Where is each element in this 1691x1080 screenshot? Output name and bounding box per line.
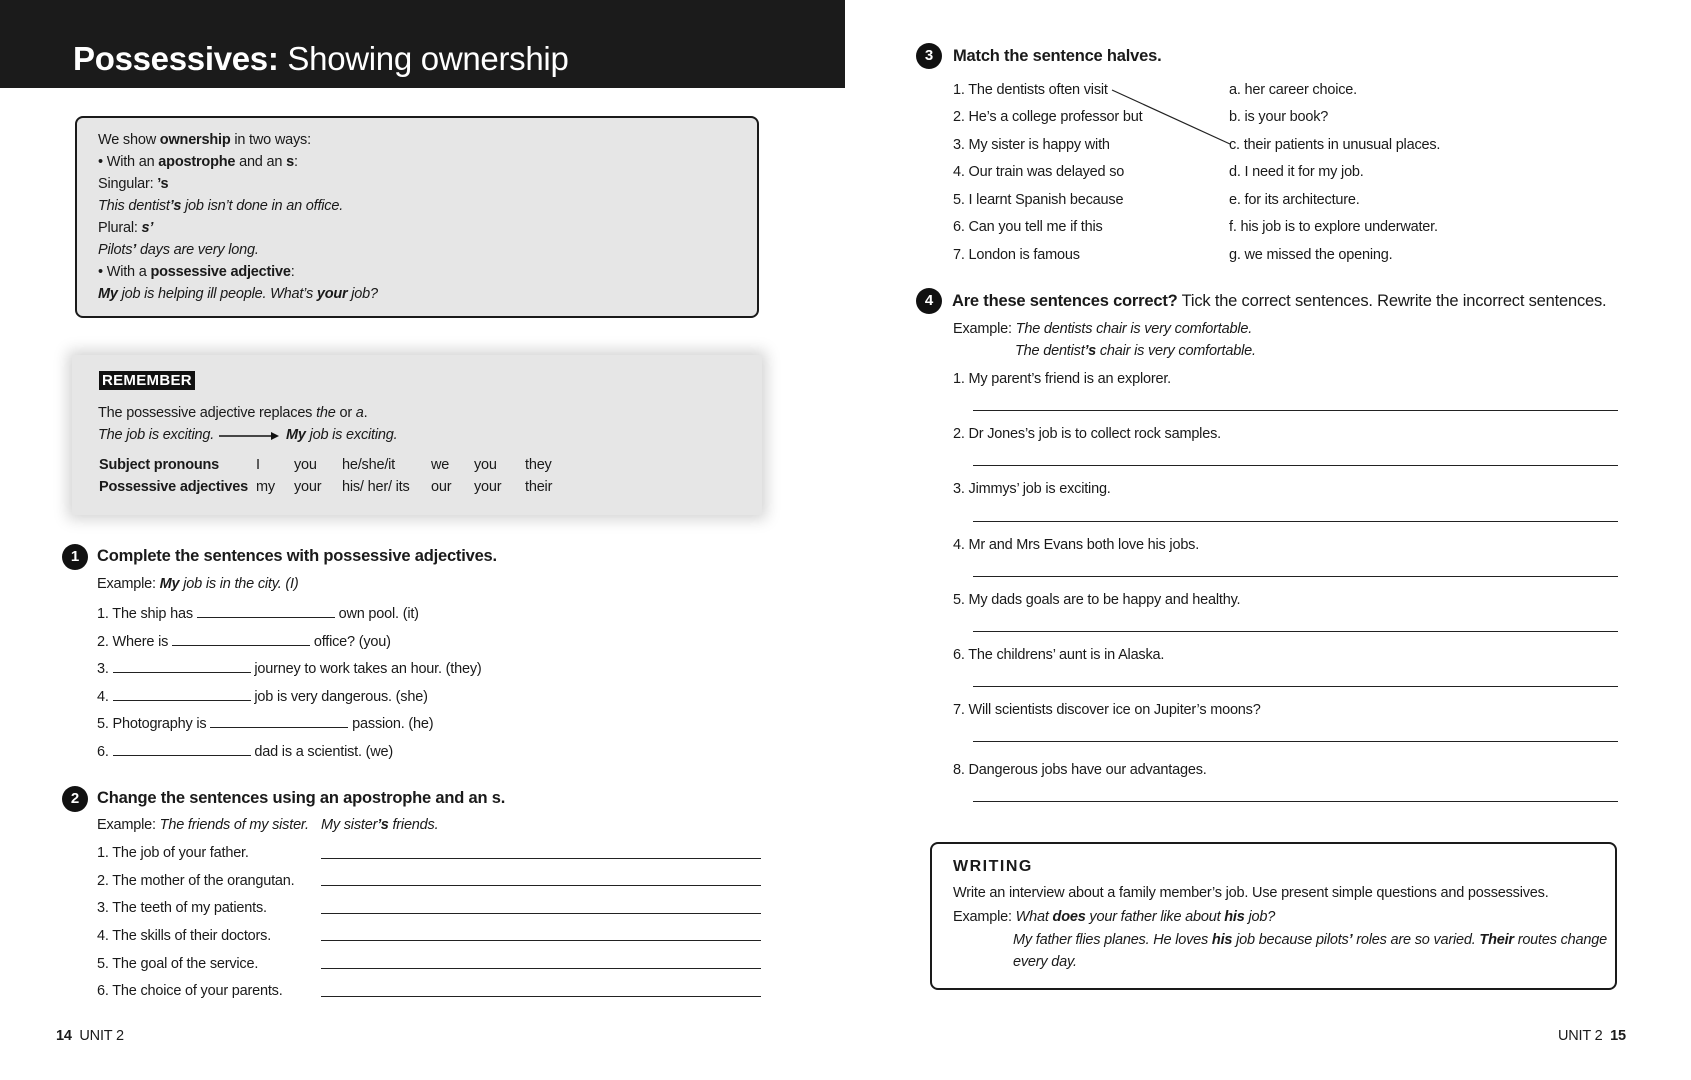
answer-blank[interactable] xyxy=(172,631,310,646)
exercise-4-item: 6. The childrens’ aunt is in Alaska. xyxy=(953,647,1165,663)
grammar-plural-example: Pilots’ days are very long. xyxy=(98,242,259,258)
writing-title: WRITING xyxy=(953,858,1033,875)
adjective-cell: our xyxy=(431,479,452,495)
footer-right: UNIT 2 15 xyxy=(1558,1028,1626,1044)
exercise-4-item: 7. Will scientists discover ice on Jupiter’s moons? xyxy=(953,702,1261,718)
exercise-1-example: Example: My job is in the city. (I) xyxy=(97,576,299,592)
grammar-plural: Plural: s’ xyxy=(98,220,154,236)
match-left-item: 5. I learnt Spanish because xyxy=(953,192,1124,208)
pronoun-cell: I xyxy=(256,457,260,473)
exercise-2-example: Example: The friends of my sister. xyxy=(97,817,309,833)
answer-line[interactable] xyxy=(973,465,1618,466)
possessive-adjectives-label: Possessive adjectives xyxy=(99,479,248,495)
answer-line[interactable] xyxy=(321,913,761,914)
match-right-item: g. we missed the opening. xyxy=(1229,247,1393,263)
match-right-item: b. is your book? xyxy=(1229,109,1329,125)
grammar-line-3: • With a possessive adjective: xyxy=(98,264,295,280)
answer-line[interactable] xyxy=(973,521,1618,522)
adjective-cell: your xyxy=(474,479,502,495)
exercise-2-item: 5. The goal of the service. xyxy=(97,956,259,972)
exercise-2-item: 4. The skills of their doctors. xyxy=(97,928,272,944)
remember-tag: REMEMBER xyxy=(99,372,195,390)
exercise-2-item: 2. The mother of the orangutan. xyxy=(97,873,295,889)
adjective-cell: his/ her/ its xyxy=(342,479,410,495)
answer-line[interactable] xyxy=(973,631,1618,632)
adjective-cell: your xyxy=(294,479,322,495)
grammar-example: My job is helping ill people. What’s your job? xyxy=(98,286,378,302)
grammar-singular-example: This dentist’s job isn’t done in an office. xyxy=(98,198,344,214)
exercise-2-item: 6. The choice of your parents. xyxy=(97,983,283,999)
pronoun-cell: they xyxy=(525,457,552,473)
exercise-4-item: 5. My dads goals are to be happy and healthy. xyxy=(953,592,1241,608)
exercise-1-item: 5. Photography is passion. (he) xyxy=(97,713,433,733)
answer-line[interactable] xyxy=(973,801,1618,802)
exercise-1-item: 2. Where is office? (you) xyxy=(97,631,391,651)
answer-blank[interactable] xyxy=(113,658,251,673)
match-left-item: 2. He’s a college professor but xyxy=(953,109,1143,125)
answer-line[interactable] xyxy=(321,996,761,997)
exercise-4-item: 8. Dangerous jobs have our advantages. xyxy=(953,762,1207,778)
adjective-cell: my xyxy=(256,479,275,495)
exercise-1-heading: Complete the sentences with possessive adjectives. xyxy=(97,547,497,565)
match-right-item: c. their patients in unusual places. xyxy=(1229,137,1441,153)
exercise-4-example-answer: The dentist’s chair is very comfortable. xyxy=(1015,343,1256,359)
pronoun-cell: we xyxy=(431,457,450,473)
answer-line[interactable] xyxy=(973,686,1618,687)
exercise-4-heading: Are these sentences correct? Tick the correct sentences. Rewrite the incorrect sentences. xyxy=(952,292,1607,310)
answer-line[interactable] xyxy=(973,576,1618,577)
grammar-line-1: We show ownership in two ways: xyxy=(98,132,311,148)
exercise-1-item: 6. dad is a scientist. (we) xyxy=(97,741,393,761)
title-bar xyxy=(0,0,845,88)
answer-blank[interactable] xyxy=(113,686,251,701)
pronoun-cell: he/she/it xyxy=(342,457,396,473)
adjective-cell: their xyxy=(525,479,553,495)
subject-pronouns-label: Subject pronouns xyxy=(99,457,220,473)
answer-blank[interactable] xyxy=(210,713,348,728)
grammar-line-2: • With an apostrophe and an s: xyxy=(98,154,298,170)
exercise-2-example-answer: My sister’s friends. xyxy=(321,817,439,833)
answer-blank[interactable] xyxy=(197,603,335,618)
answer-line[interactable] xyxy=(973,741,1618,742)
exercise-4-example: Example: The dentists chair is very comfortable. xyxy=(953,321,1253,337)
remember-line-2-result: My job is exciting. xyxy=(286,427,398,443)
exercise-2-item: 3. The teeth of my patients. xyxy=(97,900,267,916)
match-right-item: a. her career choice. xyxy=(1229,82,1357,98)
pronoun-cell: you xyxy=(474,457,497,473)
writing-example-question: Example: What does your father like about his job? xyxy=(953,909,1276,925)
answer-line[interactable] xyxy=(321,885,761,886)
remember-line-2: The job is exciting. xyxy=(98,427,215,443)
grammar-singular: Singular: ’s xyxy=(98,176,169,192)
exercise-4-number: 4 xyxy=(916,288,942,314)
exercise-4-item: 3. Jimmys’ job is exciting. xyxy=(953,481,1111,497)
exercise-1-item: 3. journey to work takes an hour. (they) xyxy=(97,658,482,678)
answer-blank[interactable] xyxy=(113,741,251,756)
match-left-item: 6. Can you tell me if this xyxy=(953,219,1103,235)
exercise-1-number: 1 xyxy=(62,544,88,570)
exercise-4-item: 4. Mr and Mrs Evans both love his jobs. xyxy=(953,537,1200,553)
match-left-item: 7. London is famous xyxy=(953,247,1080,263)
exercise-4-item: 2. Dr Jones’s job is to collect rock samples. xyxy=(953,426,1221,442)
writing-instruction: Write an interview about a family member’s job. Use present simple questions and possessives. xyxy=(953,885,1549,901)
writing-example-answer: My father flies planes. He loves his job because pilots’ roles are so varied. Their routes change xyxy=(1013,932,1607,948)
match-right-item: d. I need it for my job. xyxy=(1229,164,1364,180)
match-line xyxy=(1110,86,1235,148)
pronoun-cell: you xyxy=(294,457,317,473)
match-right-item: f. his job is to explore underwater. xyxy=(1229,219,1438,235)
exercise-3-heading: Match the sentence halves. xyxy=(953,47,1162,65)
answer-line[interactable] xyxy=(321,858,761,859)
remember-line-1: The possessive adjective replaces the or a. xyxy=(98,405,368,421)
exercise-1-item: 4. job is very dangerous. (she) xyxy=(97,686,428,706)
footer-left: 14 UNIT 2 xyxy=(56,1028,124,1044)
exercise-2-item: 1. The job of your father. xyxy=(97,845,249,861)
page-title: Possessives: Showing ownership xyxy=(73,40,569,77)
exercise-1-item: 1. The ship has own pool. (it) xyxy=(97,603,419,623)
match-left-item: 3. My sister is happy with xyxy=(953,137,1110,153)
arrow-icon xyxy=(217,429,281,443)
match-left-item: 4. Our train was delayed so xyxy=(953,164,1125,180)
exercise-3-number: 3 xyxy=(916,43,942,69)
match-left-item: 1. The dentists often visit xyxy=(953,82,1108,98)
exercise-2-number: 2 xyxy=(62,786,88,812)
exercise-2-heading: Change the sentences using an apostrophe and an s. xyxy=(97,789,506,807)
writing-example-answer-cont: every day. xyxy=(1013,954,1077,970)
answer-line[interactable] xyxy=(973,410,1618,411)
exercise-4-item: 1. My parent’s friend is an explorer. xyxy=(953,371,1172,387)
match-right-item: e. for its architecture. xyxy=(1229,192,1360,208)
answer-line[interactable] xyxy=(321,968,761,969)
answer-line[interactable] xyxy=(321,940,761,941)
